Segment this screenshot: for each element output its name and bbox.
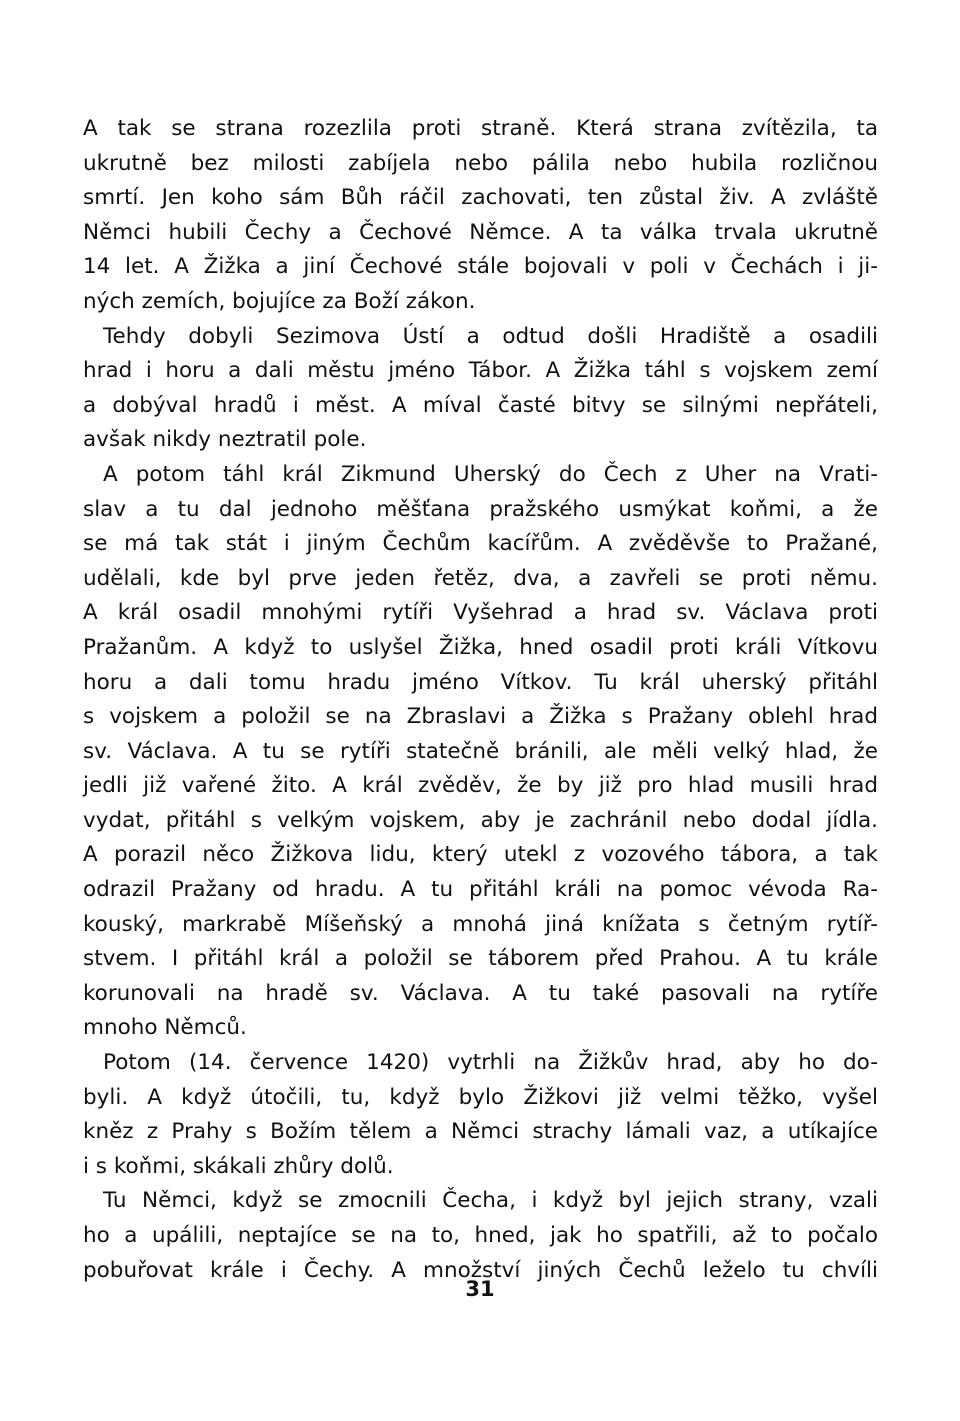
text-line: vydat, přitáhl s velkým vojskem, aby je zachránil nebo dodal jídla. (83, 807, 878, 833)
text-line: 14 let. A Žižka a jiní Čechové stále bojovali v poli v Čechách i ji- (83, 254, 878, 280)
text-line: Tu Němci, když se zmocnili Čecha, i když byl jejich strany, vzali (103, 1188, 878, 1214)
text-line: a dobýval hradů i měst. A míval časté bitvy se silnými nepřáteli, (83, 392, 878, 418)
text-line: A tak se strana rozezlila proti straně. Která strana zvítězila, ta (83, 116, 878, 141)
text-line: Tehdy dobyli Sezimova Ústí a odtud došli Hradiště a osadili (103, 323, 878, 349)
paragraph (83, 112, 878, 320)
text-line: jedli již vařené žito. A král zvěděv, že by již pro hlad musili hrad (83, 773, 878, 799)
text-line: A král osadil mnohými rytíři Vyšehrad a hrad sv. Václava proti (83, 600, 878, 626)
text-line: A potom táhl král Zikmund Uherský do Čech z Uher na Vrati- (103, 461, 878, 487)
text-line: s vojskem a položil se na Zbraslavi a Žižka s Pražany oblehl hrad (83, 704, 878, 730)
text-line: slav a tu dal jednoho měšťana pražského usmýkat koňmi, a že (83, 496, 878, 522)
text-line: pobuřovat krále i Čechy. A množství jiných Čechů leželo tu chvíli (83, 1257, 878, 1283)
paragraph (83, 458, 878, 1046)
text-line: ho a upálili, neptajíce se na to, hned, jak ho spatřili, až to počalo (83, 1223, 878, 1248)
text-line: kouský, markrabě Míšeňský a mnohá jiná knížata s četným rytíř- (83, 911, 878, 937)
text-line: hrad i horu a dali městu jméno Tábor. A Žižka táhl s vojskem zemí (83, 358, 878, 384)
text-line: avšak nikdy neztratil pole. (83, 427, 367, 453)
text-line: ukrutně bez milosti zabíjela nebo pálila nebo hubila rozličnou (83, 150, 878, 176)
text-line: stvem. I přitáhl král a položil se táborem před Prahou. A tu krále (83, 946, 878, 972)
paragraph (83, 1184, 878, 1288)
text-line: kněz z Prahy s Božím tělem a Němci strachy lámali vaz, a utíkajíce (83, 1119, 878, 1145)
text-line: mnoho Němců. (83, 1015, 247, 1041)
text-line: odrazil Pražany od hradu. A tu přitáhl králi na pomoc vévoda Ra- (83, 877, 878, 903)
text-line: sv. Václava. A tu se rytíři statečně bránili, ale měli velký hlad, že (83, 738, 878, 764)
text-line: horu a dali tomu hradu jméno Vítkov. Tu král uherský přitáhl (83, 669, 878, 695)
text-line: korunovali na hradě sv. Václava. A tu také pasovali na rytíře (83, 980, 878, 1006)
text-line: Pražanům. A když to uslyšel Žižka, hned osadil proti králi Vítkovu (83, 634, 878, 660)
text-line: udělali, kde byl prve jeden řetěz, dva, a zavřeli se proti němu. (83, 565, 878, 591)
text-line: Potom (14. července 1420) vytrhli na Žižkův hrad, aby ho do- (103, 1050, 878, 1076)
paragraph (83, 320, 878, 458)
paragraph (83, 1046, 878, 1184)
text-line: ných zemích, bojujíce za Boží zákon. (83, 288, 476, 314)
text-line: i s koňmi, skákali zhůry dolů. (83, 1153, 394, 1179)
page-number: 31 (465, 1277, 495, 1301)
text-line: se má tak stát i jiným Čechům kacířům. A zvěděvše to Pražané, (83, 531, 878, 557)
page-body (83, 112, 878, 1288)
text-line: Němci hubili Čechy a Čechové Němce. A ta válka trvala ukrutně (83, 219, 878, 245)
text-line: byli. A když útočili, tu, když bylo Žižkovi již velmi těžko, vyšel (83, 1084, 878, 1110)
text-line: smrtí. Jen koho sám Bůh ráčil zachovati, ten zůstal živ. A zvláště (83, 185, 878, 211)
text-line: A porazil něco Žižkova lidu, který utekl z vozového tábora, a tak (83, 842, 878, 868)
